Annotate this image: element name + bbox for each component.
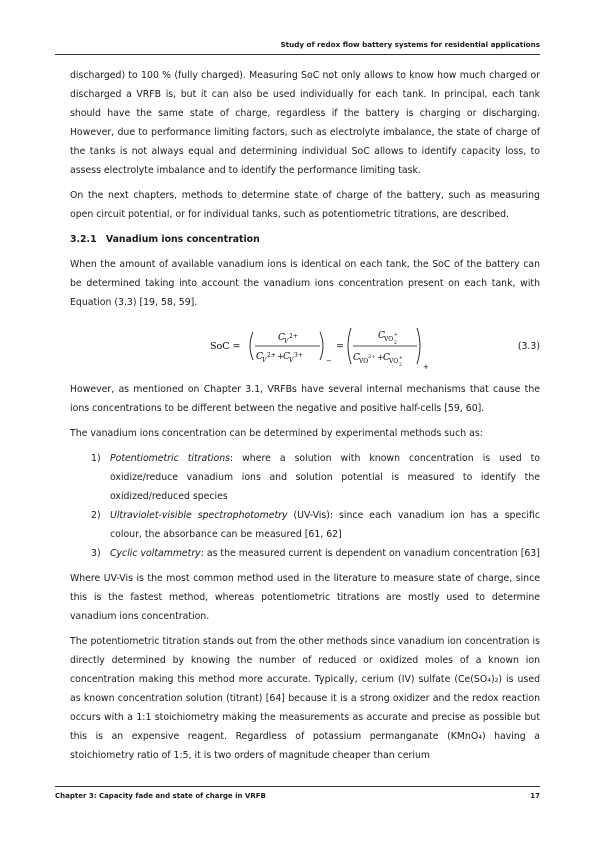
eq-num2-sub: VO (384, 336, 394, 343)
list-item-number: 2) (91, 510, 101, 521)
eq-den2-plus: + (377, 353, 384, 362)
eq-num2: C (378, 331, 385, 341)
paragraph-methods-intro: The vanadium ions concentration can be determined by experimental methods such as: (70, 428, 483, 439)
header-rule (55, 54, 540, 55)
eq-paren-close-2 (417, 328, 420, 364)
eq-num2-sub-sup: + (394, 333, 398, 338)
eq-num2-sub-sub: 2 (394, 341, 397, 346)
eq-paren-open-1 (250, 332, 253, 360)
list-item (70, 449, 540, 506)
page-body (70, 66, 540, 771)
section-title: Vanadium ions concentration (105, 234, 260, 245)
section-number: 3.2.1 (70, 234, 97, 245)
method-description: : where a solution with known concentration is used to oxidize/reduce vanadium ions and solution potential is measured to identify the oxidized/reduced species (110, 453, 540, 502)
eq-equals: = (336, 341, 344, 352)
footer-chapter: Chapter 3: Capacity fade and state of charge in VRFB (55, 792, 266, 800)
equation-graphic (210, 318, 450, 378)
eq-den2-a-sub: VO (359, 358, 369, 365)
method-description: : as the measured current is dependent on vanadium concentration [63] (200, 548, 540, 559)
method-name: Ultraviolet-visible spectrophotometry (110, 510, 288, 521)
paragraph-uv-vis: Where UV-Vis is the most common method used in the literature to measure state of charge, since this is the fastest method, whereas potentiometric titrations are mostly used to determine vanadium ions concentration. (70, 573, 540, 622)
paragraph-soc-definition: When the amount of available vanadium ions is identical on each tank, the SoC of the battery can be determined taking into account the vanadium ions concentration present on each tank, with Equation (3.3) [19, 58, 59]. (70, 259, 540, 308)
eq-den2-b-sub-sup: + (399, 356, 403, 361)
eq-lhs: SoC = (210, 341, 241, 352)
eq-num1: C (278, 333, 285, 343)
list-item-number: 1) (91, 453, 101, 464)
eq-paren-open-2 (348, 328, 351, 364)
method-name: Cyclic voltammetry (110, 548, 201, 559)
paragraph-ion-imbalance: However, as mentioned on Chapter 3.1, VRFBs have several internal mechanisms that cause the ions concentrations to be different between the negative and positive half-cells [59, 60]. (70, 384, 540, 414)
equation-3-3 (70, 318, 540, 378)
eq-paren-close-1 (320, 332, 323, 360)
eq-den2-b: C (383, 353, 390, 363)
list-item (70, 544, 540, 563)
eq-den2-b-sub-sub: 2 (399, 363, 402, 368)
page-number: 17 (530, 792, 540, 800)
eq-den2-a-sup: 2+ (368, 354, 376, 360)
eq-den2-b-sub: VO (389, 358, 399, 365)
eq-den1-a: C (256, 352, 263, 362)
list-item-number: 3) (91, 548, 101, 559)
paragraph-methods-overview: On the next chapters, methods to determine state of charge of the battery, such as measuring open circuit potential, or for individual tanks, such as potentiometric titrations, are described. (70, 190, 540, 220)
method-name: Potentiometric titrations (110, 453, 231, 464)
eq-den1-b-sub: V (289, 357, 294, 364)
list-item (70, 506, 540, 544)
eq-num1-sup: 2+ (289, 333, 298, 340)
eq-den1-b-sup: 3+ (294, 352, 303, 359)
eq-outer2-sub: + (423, 363, 429, 371)
method-description: (UV-Vis): since each vanadium ion has a specific colour, the absorbance can be measured [61, 62] (110, 510, 540, 540)
eq-den1-b: C (283, 352, 290, 362)
paragraph-potentiometric: The potentiometric titration stands out from the other methods since vanadium ion concentration is directly determined by knowing the number of reduced or oxidized moles of a known ion concentration making this method more accurate. Typically, cerium (IV) sulfate (Ce(SO₄)₂) is used as known concentration solution (titrant) [64] because it is a strong oxidizer and the redox reaction occurs with a 1:1 stoichiometry making the measurements as accurate and precise as possible but this is an expensive reagent. Regardless of potassium permanganate (KMnO₄) having a stoichiometry ratio of 1:5, it is two orders of magnitude cheaper than cerium (70, 636, 540, 761)
eq-den1-a-sub: V (262, 357, 267, 364)
eq-den1-a-sup: 2+ (267, 352, 276, 359)
footer-rule (55, 786, 540, 787)
paragraph-intro: discharged) to 100 % (fully charged). Measuring SoC not only allows to know how much charged or discharged a VRFB is, but it can also be used individually for each tank. In principal, each tank should have the same state of charge, regardless if the battery is charging or discharging. However, due to performance limiting factors, such as electrolyte imbalance, the state of charge of the tanks is not always equal and determining individual SoC allows to identify capacity loss, to assess electrolyte imbalance and to identify the performance limiting task. (70, 70, 540, 176)
methods-list (70, 449, 540, 563)
running-header: Study of redox flow battery systems for residential applications (280, 40, 540, 49)
eq-outer1-sub: − (326, 357, 332, 365)
eq-den2-a: C (353, 353, 360, 363)
eq-num1-sub: V (284, 338, 289, 345)
equation-number: (3.3) (517, 341, 540, 352)
section-heading (70, 230, 540, 249)
eq-den1-plus: + (277, 352, 284, 361)
